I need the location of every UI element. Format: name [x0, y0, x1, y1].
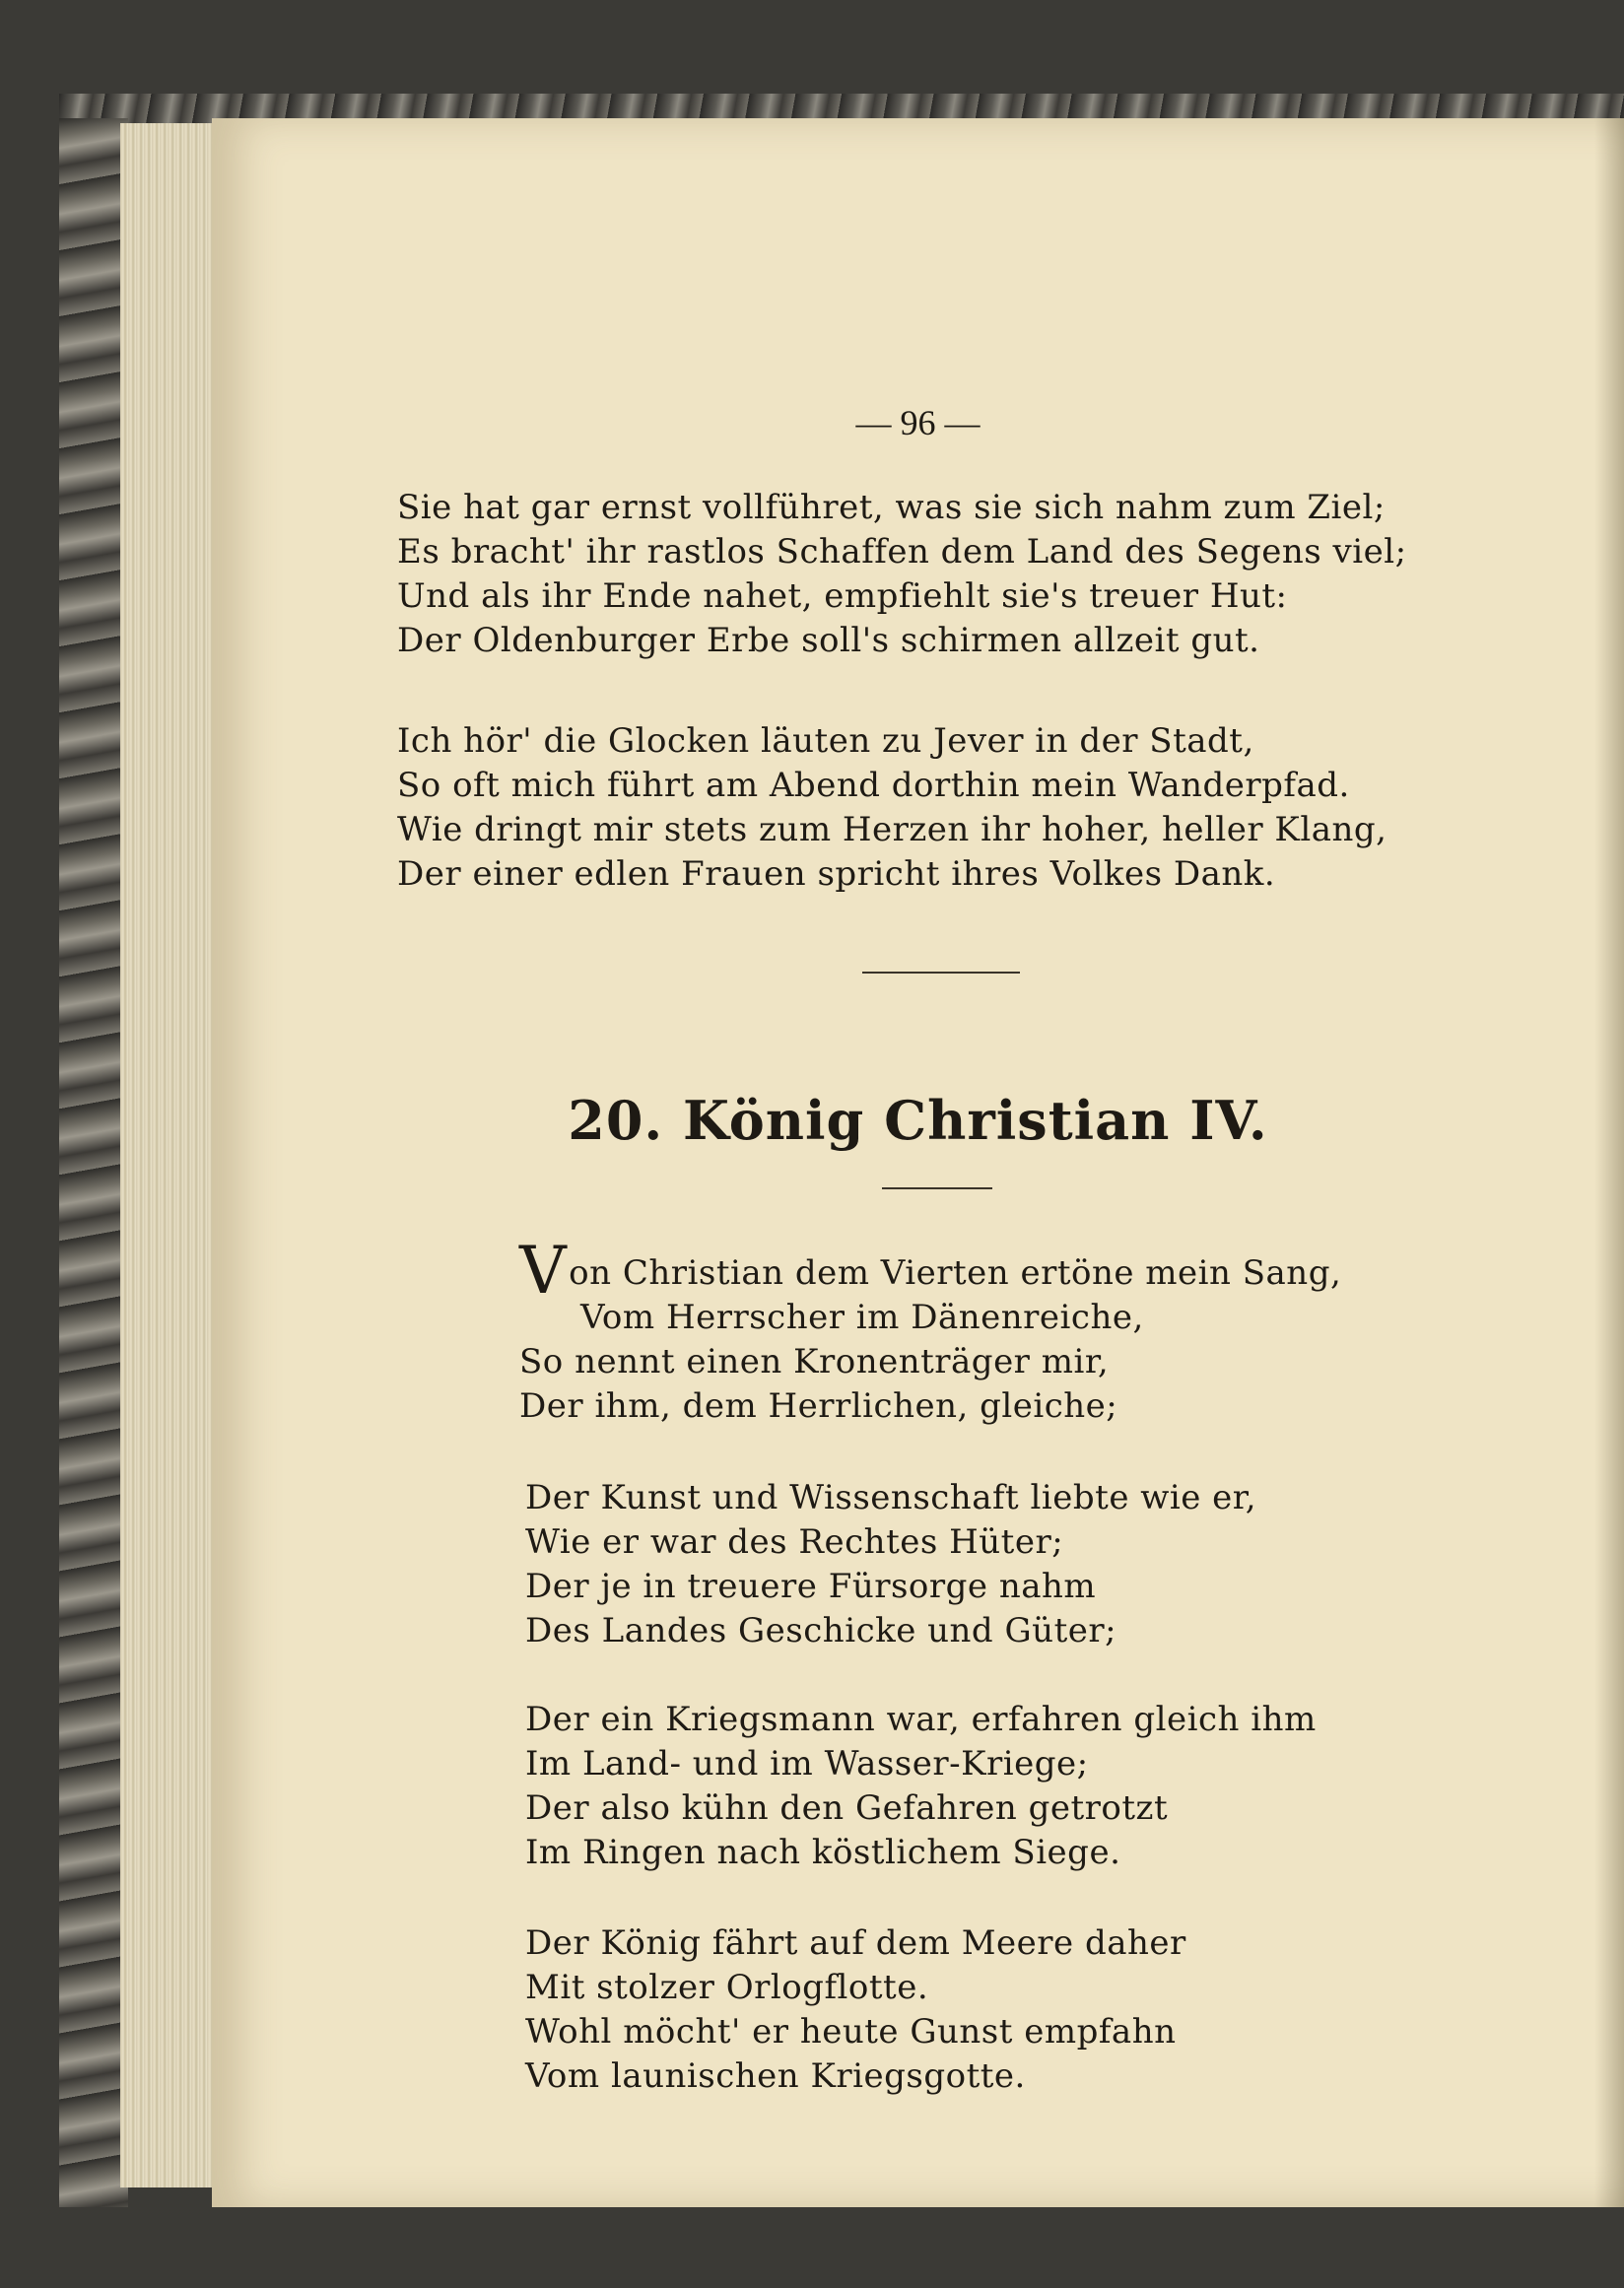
verse-line-text: on Christian dem Vierten ertöne mein Sang, [569, 1253, 1342, 1293]
verse-line: Der Kunst und Wissenschaft liebte wie er, [525, 1478, 1257, 1517]
verse-line: Des Landes Geschicke und Güter; [525, 1611, 1117, 1650]
verse-line: So nennt einen Kronenträger mir, [519, 1342, 1110, 1381]
verse-line: Wie dringt mir stets zum Herzen ihr hoher, heller Klang, [397, 810, 1387, 849]
verse-line: Mit stolzer Orlogflotte. [525, 1968, 929, 2007]
book-page [212, 118, 1624, 2207]
verse-line: Der ihm, dem Herrlichen, gleiche; [519, 1386, 1118, 1426]
verse-line: Ich hör' die Glocken läuten zu Jever in der Stadt, [397, 721, 1254, 761]
poem-stanza-4 [525, 1921, 1186, 2099]
verse-line: Sie hat gar ernst vollführet, was sie sich nahm zum Ziel; [397, 488, 1386, 527]
verse-line: So oft mich führt am Abend dorthin mein Wanderpfad. [397, 766, 1350, 805]
poem-stanza-2 [525, 1476, 1256, 1653]
poem-title: 20. König Christian IV. [568, 1089, 1268, 1152]
poem-stanza-1 [519, 1233, 1342, 1429]
verse-line: Vom launischen Kriegsgotte. [525, 2056, 1026, 2096]
page-number: — 96 — [855, 403, 981, 442]
verse-line: Der also kühn den Gefahren getrotzt [525, 1788, 1169, 1828]
verse-line: Der je in treuere Fürsorge nahm [525, 1567, 1097, 1606]
verse-line: Und als ihr Ende nahet, empfiehlt sie's treuer Hut: [397, 576, 1288, 616]
book-cover-left [59, 118, 128, 2207]
verse-line: Wohl möcht' er heute Gunst empfahn [525, 2012, 1177, 2052]
section-divider [862, 972, 1020, 974]
verse-line: Im Ringen nach köstlichem Siege. [525, 1833, 1121, 1872]
drop-cap: V [519, 1233, 568, 1309]
stanza-1 [397, 486, 1407, 663]
verse-line: Der ein Kriegsmann war, erfahren gleich ihm [525, 1700, 1317, 1739]
verse-line: Der Oldenburger Erbe soll's schirmen allzeit gut. [397, 621, 1260, 660]
verse-line: Der König fährt auf dem Meere daher [525, 1923, 1186, 1963]
verse-line: Der einer edlen Frauen spricht ihres Volkes Dank. [397, 854, 1276, 894]
verse-line: Es bracht' ihr rastlos Schaffen dem Land des Segens viel; [397, 532, 1407, 572]
verse-line: Vom Herrscher im Dänenreiche, [580, 1298, 1144, 1337]
title-divider [882, 1187, 992, 1189]
stanza-2 [397, 719, 1387, 897]
verse-line: Wie er war des Rechtes Hüter; [525, 1522, 1064, 1562]
poem-stanza-3 [525, 1698, 1317, 1875]
verse-line-first [519, 1233, 1342, 1309]
verse-line: Im Land- und im Wasser-Kriege; [525, 1744, 1089, 1783]
